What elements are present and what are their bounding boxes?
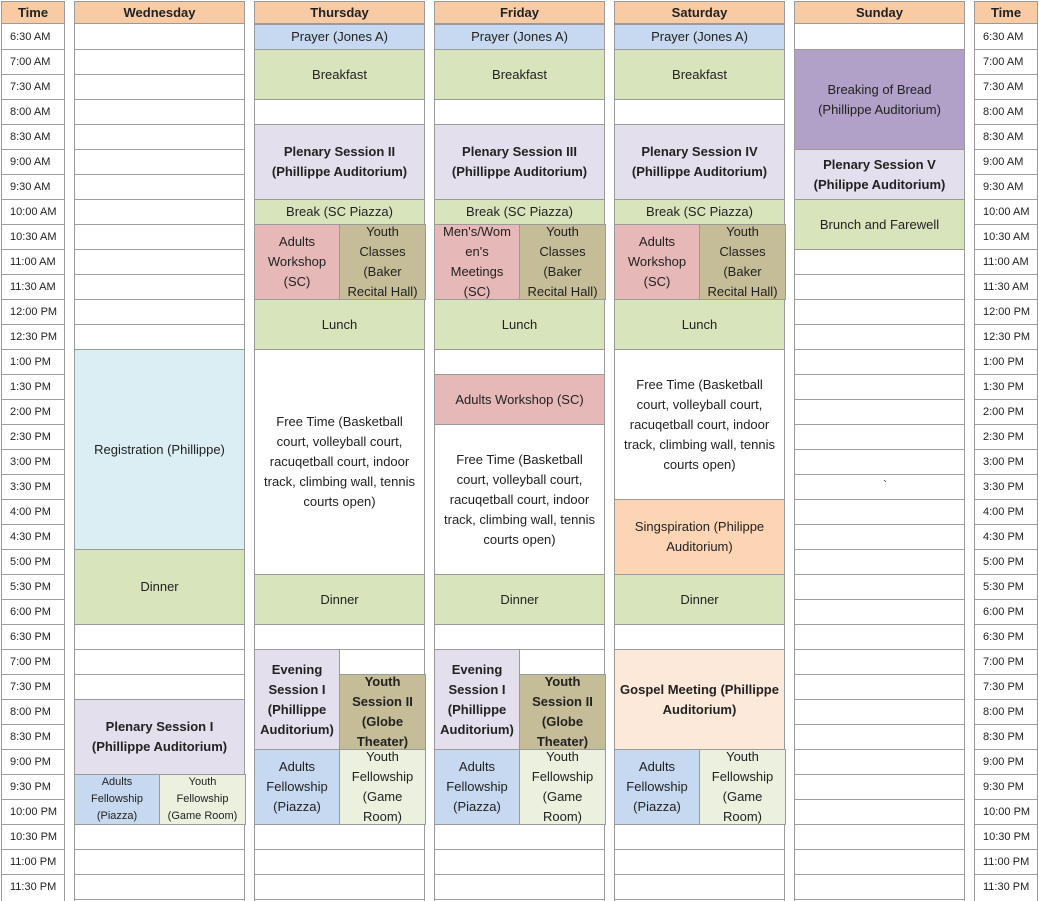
grid-line <box>2 699 64 700</box>
stray-mark: ` <box>883 478 887 492</box>
time-label: 7:00 AM <box>10 55 51 68</box>
time-label: 11:00 AM <box>983 255 1029 268</box>
grid-line <box>975 74 1037 75</box>
grid-line <box>2 449 64 450</box>
time-label: 6:30 AM <box>983 30 1024 43</box>
grid-line <box>975 599 1037 600</box>
grid-line <box>975 649 1037 650</box>
grid-line <box>795 674 964 675</box>
grid-line <box>75 674 244 675</box>
grid-line <box>975 574 1037 575</box>
time-label: 2:00 PM <box>10 405 51 418</box>
grid-line <box>975 849 1037 850</box>
schedule-event: Youth Fellowship (Game Room) <box>159 774 246 825</box>
time-label: 7:30 AM <box>983 80 1024 93</box>
time-label: 9:30 PM <box>983 780 1024 793</box>
grid-line <box>795 799 964 800</box>
grid-line <box>975 474 1037 475</box>
time-label: 10:30 PM <box>983 830 1031 843</box>
grid-line <box>75 149 244 150</box>
day-header-friday: Friday <box>434 1 605 24</box>
grid-line <box>975 274 1037 275</box>
time-label: 9:00 PM <box>983 755 1024 768</box>
schedule-event: Plenary Session III (Phillippe Auditorium) <box>434 124 605 200</box>
grid-line <box>975 774 1037 775</box>
time-label: 3:30 PM <box>10 480 51 493</box>
time-label: 6:00 PM <box>10 605 51 618</box>
grid-line <box>435 899 604 900</box>
grid-line <box>2 774 64 775</box>
grid-line <box>75 649 244 650</box>
schedule-event: Adults Workshop (SC) <box>614 224 700 300</box>
grid-line <box>795 324 964 325</box>
schedule-event: Break (SC Piazza) <box>614 199 785 225</box>
schedule-event: Youth Fellowship (Game Room) <box>339 749 426 825</box>
schedule-event: Lunch <box>434 299 605 350</box>
schedule-event: Men's/Wom en's Meetings (SC) <box>434 224 520 300</box>
schedule-event: Adults Workshop (SC) <box>254 224 340 300</box>
grid-line <box>2 149 64 150</box>
schedule-event: Lunch <box>614 299 785 350</box>
grid-line <box>615 849 784 850</box>
time-label: 4:30 PM <box>983 530 1024 543</box>
grid-line <box>795 299 964 300</box>
time-column-left <box>1 24 65 901</box>
grid-line <box>75 124 244 125</box>
time-label: 10:00 PM <box>983 805 1031 818</box>
schedule-event: Free Time (Basketball court, volleyball court, racuqetball court, indoor track, climbing wall, tennis courts open) <box>254 349 425 575</box>
schedule-event: Breakfast <box>254 49 425 100</box>
grid-line <box>2 199 64 200</box>
time-column-right <box>974 24 1038 901</box>
schedule-event: Adults Fellowship (Piazza) <box>434 749 520 825</box>
time-label: 7:00 AM <box>983 55 1024 68</box>
day-header-wednesday: Wednesday <box>74 1 245 24</box>
schedule-event: Plenary Session II (Phillippe Auditorium) <box>254 124 425 200</box>
schedule-event: Evening Session I (Phillippe Auditorium) <box>254 649 340 750</box>
time-label: 10:30 AM <box>10 230 57 243</box>
time-header-right: Time <box>974 1 1038 24</box>
schedule-event: Youth Classes (Baker Recital Hall) <box>339 224 426 300</box>
grid-line <box>975 49 1037 50</box>
time-label: 12:00 PM <box>983 305 1031 318</box>
schedule-event: Youth Fellowship (Game Room) <box>519 749 606 825</box>
schedule-event: Evening Session I (Phillippe Auditorium) <box>434 649 520 750</box>
time-label: 9:30 PM <box>10 780 51 793</box>
time-label: 6:30 PM <box>10 630 51 643</box>
grid-line <box>75 274 244 275</box>
time-label: 8:30 PM <box>983 730 1024 743</box>
grid-line <box>2 649 64 650</box>
time-label: 5:00 PM <box>983 555 1024 568</box>
time-label: 10:00 PM <box>10 805 58 818</box>
grid-line <box>975 149 1037 150</box>
time-label: 2:30 PM <box>10 430 51 443</box>
time-header-left: Time <box>1 1 65 24</box>
grid-line <box>975 624 1037 625</box>
schedule-event: Break (SC Piazza) <box>434 199 605 225</box>
grid-line <box>2 399 64 400</box>
grid-line <box>2 849 64 850</box>
grid-line <box>75 49 244 50</box>
grid-line <box>2 274 64 275</box>
grid-line <box>975 674 1037 675</box>
time-label: 12:30 PM <box>10 330 58 343</box>
schedule-event: Youth Session II (Globe Theater) <box>339 674 426 750</box>
schedule-event: Plenary Session V (Philippe Auditorium) <box>794 149 965 200</box>
grid-line <box>2 124 64 125</box>
time-label: 7:00 PM <box>983 655 1024 668</box>
schedule-event: Dinner <box>614 574 785 625</box>
time-label: 4:00 PM <box>10 505 51 518</box>
grid-line <box>2 49 64 50</box>
grid-line <box>975 374 1037 375</box>
grid-line <box>975 349 1037 350</box>
grid-line <box>2 74 64 75</box>
grid-line <box>795 274 964 275</box>
grid-line <box>795 824 964 825</box>
time-label: 2:30 PM <box>983 430 1024 443</box>
grid-line <box>795 649 964 650</box>
grid-line <box>2 224 64 225</box>
time-label: 10:30 PM <box>10 830 58 843</box>
time-label: 11:30 AM <box>10 280 56 293</box>
time-label: 6:30 PM <box>983 630 1024 643</box>
grid-line <box>2 349 64 350</box>
schedule-event: Plenary Session IV (Phillippe Auditorium) <box>614 124 785 200</box>
schedule-event: Youth Classes (Baker Recital Hall) <box>519 224 606 300</box>
grid-line <box>975 324 1037 325</box>
grid-line <box>2 799 64 800</box>
time-label: 4:00 PM <box>983 505 1024 518</box>
time-label: 1:30 PM <box>983 380 1024 393</box>
grid-line <box>2 374 64 375</box>
grid-line <box>795 524 964 525</box>
schedule-event: Dinner <box>434 574 605 625</box>
time-label: 12:30 PM <box>983 330 1031 343</box>
schedule-event: Youth Session II (Globe Theater) <box>519 674 606 750</box>
time-label: 7:00 PM <box>10 655 51 668</box>
time-label: 6:30 AM <box>10 30 51 43</box>
time-label: 2:00 PM <box>983 405 1024 418</box>
grid-line <box>75 874 244 875</box>
grid-line <box>255 849 424 850</box>
schedule-event: Adults Workshop (SC) <box>434 374 605 425</box>
time-label: 1:00 PM <box>10 355 51 368</box>
grid-line <box>975 449 1037 450</box>
time-label: 3:00 PM <box>983 455 1024 468</box>
grid-line <box>975 799 1037 800</box>
grid-line <box>975 299 1037 300</box>
grid-line <box>975 499 1037 500</box>
time-label: 9:30 AM <box>983 180 1024 193</box>
grid-line <box>795 499 964 500</box>
grid-line <box>2 299 64 300</box>
grid-line <box>75 899 244 900</box>
grid-line <box>2 674 64 675</box>
time-label: 7:30 PM <box>10 680 51 693</box>
day-column-saturday <box>614 24 785 901</box>
grid-line <box>255 874 424 875</box>
time-label: 9:00 AM <box>983 155 1024 168</box>
day-column-sunday <box>794 24 965 901</box>
time-label: 1:30 PM <box>10 380 51 393</box>
schedule-event: Lunch <box>254 299 425 350</box>
grid-line <box>975 824 1037 825</box>
grid-line <box>795 724 964 725</box>
time-label: 8:00 PM <box>983 705 1024 718</box>
grid-line <box>975 524 1037 525</box>
grid-line <box>75 99 244 100</box>
time-label: 8:00 AM <box>10 105 51 118</box>
schedule-event: Singspiration (Philippe Auditorium) <box>614 499 785 575</box>
grid-line <box>2 824 64 825</box>
day-column-friday <box>434 24 605 901</box>
schedule-event: Gospel Meeting (Phillippe Auditorium) <box>614 649 785 750</box>
time-label: 11:30 PM <box>10 880 57 893</box>
grid-line <box>795 874 964 875</box>
grid-line <box>975 874 1037 875</box>
time-label: 7:30 AM <box>10 80 51 93</box>
grid-line <box>2 624 64 625</box>
time-label: 1:00 PM <box>983 355 1024 368</box>
time-label: 9:00 AM <box>10 155 51 168</box>
grid-line <box>75 249 244 250</box>
grid-line <box>795 574 964 575</box>
schedule-event: Adults Fellowship (Piazza) <box>74 774 160 825</box>
grid-line <box>75 324 244 325</box>
grid-line <box>795 474 964 475</box>
schedule-event: Adults Fellowship (Piazza) <box>254 749 340 825</box>
grid-line <box>795 624 964 625</box>
time-label: 12:00 PM <box>10 305 58 318</box>
grid-line <box>975 124 1037 125</box>
grid-line <box>795 549 964 550</box>
grid-line <box>975 699 1037 700</box>
time-label: 11:00 PM <box>983 855 1030 868</box>
grid-line <box>75 74 244 75</box>
grid-line <box>2 524 64 525</box>
time-label: 8:30 AM <box>10 130 51 143</box>
grid-line <box>975 224 1037 225</box>
schedule-event: Prayer (Jones A) <box>614 24 785 50</box>
grid-line <box>2 499 64 500</box>
schedule-event: Breaking of Bread (Phillippe Auditorium) <box>794 49 965 150</box>
time-label: 8:00 AM <box>983 105 1024 118</box>
grid-line <box>795 699 964 700</box>
grid-line <box>75 849 244 850</box>
grid-line <box>975 199 1037 200</box>
schedule-event: Breakfast <box>434 49 605 100</box>
schedule-event: Youth Classes (Baker Recital Hall) <box>699 224 786 300</box>
day-header-saturday: Saturday <box>614 1 785 24</box>
grid-line <box>2 749 64 750</box>
schedule-event: Breakfast <box>614 49 785 100</box>
grid-line <box>255 899 424 900</box>
time-label: 5:00 PM <box>10 555 51 568</box>
grid-line <box>975 749 1037 750</box>
time-label: 5:30 PM <box>10 580 51 593</box>
schedule-event: Plenary Session I (Phillippe Auditorium) <box>74 699 245 775</box>
grid-line <box>2 99 64 100</box>
time-label: 7:30 PM <box>983 680 1024 693</box>
grid-line <box>795 399 964 400</box>
time-label: 4:30 PM <box>10 530 51 543</box>
day-header-sunday: Sunday <box>794 1 965 24</box>
grid-line <box>2 324 64 325</box>
schedule-event: Youth Fellowship (Game Room) <box>699 749 786 825</box>
grid-line <box>2 574 64 575</box>
grid-line <box>975 724 1037 725</box>
time-label: 11:30 AM <box>983 280 1029 293</box>
grid-line <box>435 874 604 875</box>
grid-line <box>795 774 964 775</box>
grid-line <box>615 899 784 900</box>
grid-line <box>2 549 64 550</box>
grid-line <box>435 849 604 850</box>
grid-line <box>75 224 244 225</box>
grid-line <box>795 749 964 750</box>
schedule-event: Break (SC Piazza) <box>254 199 425 225</box>
time-label: 11:00 PM <box>10 855 57 868</box>
grid-line <box>975 249 1037 250</box>
grid-line <box>75 199 244 200</box>
day-header-thursday: Thursday <box>254 1 425 24</box>
time-label: 3:30 PM <box>983 480 1024 493</box>
grid-line <box>75 299 244 300</box>
grid-line <box>975 99 1037 100</box>
grid-line <box>2 424 64 425</box>
schedule-event: Dinner <box>74 549 245 625</box>
time-label: 9:30 AM <box>10 180 51 193</box>
schedule-event: Prayer (Jones A) <box>254 24 425 50</box>
grid-line <box>975 549 1037 550</box>
grid-line <box>75 174 244 175</box>
grid-line <box>615 874 784 875</box>
grid-line <box>975 399 1037 400</box>
schedule-event: Adults Fellowship (Piazza) <box>614 749 700 825</box>
grid-line <box>2 724 64 725</box>
grid-line <box>795 899 964 900</box>
grid-line <box>2 474 64 475</box>
time-label: 8:30 AM <box>983 130 1024 143</box>
time-label: 3:00 PM <box>10 455 51 468</box>
grid-line <box>795 349 964 350</box>
grid-line <box>795 849 964 850</box>
grid-line <box>975 174 1037 175</box>
time-label: 5:30 PM <box>983 580 1024 593</box>
time-label: 8:30 PM <box>10 730 51 743</box>
grid-line <box>2 874 64 875</box>
schedule-event: Prayer (Jones A) <box>434 24 605 50</box>
day-column-thursday <box>254 24 425 901</box>
grid-line <box>795 424 964 425</box>
grid-line <box>2 249 64 250</box>
grid-line <box>2 599 64 600</box>
time-label: 8:00 PM <box>10 705 51 718</box>
grid-line <box>795 599 964 600</box>
time-label: 10:00 AM <box>983 205 1030 218</box>
time-label: 10:30 AM <box>983 230 1030 243</box>
grid-line <box>795 449 964 450</box>
grid-line <box>795 374 964 375</box>
schedule-event: Brunch and Farewell <box>794 199 965 250</box>
time-label: 9:00 PM <box>10 755 51 768</box>
schedule-event: Free Time (Basketball court, volleyball court, racuqetball court, indoor track, climbing wall, tennis courts open) <box>434 424 605 575</box>
grid-line <box>975 424 1037 425</box>
schedule-event: Free Time (Basketball court, volleyball court, racuqetball court, indoor track, climbing wall, tennis courts open) <box>614 349 785 500</box>
time-label: 11:00 AM <box>10 255 56 268</box>
time-label: 11:30 PM <box>983 880 1030 893</box>
schedule-event: Dinner <box>254 574 425 625</box>
time-label: 6:00 PM <box>983 605 1024 618</box>
schedule-event: Registration (Phillippe) <box>74 349 245 550</box>
grid-line <box>2 174 64 175</box>
day-column-wednesday <box>74 24 245 901</box>
time-label: 10:00 AM <box>10 205 57 218</box>
